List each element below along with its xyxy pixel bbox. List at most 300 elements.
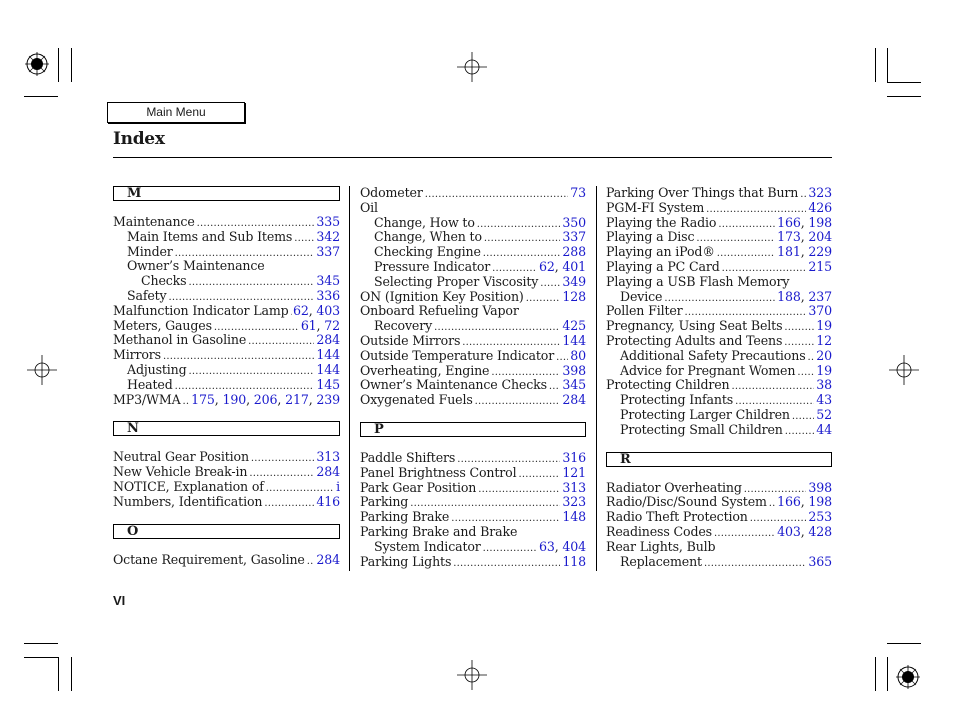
index-entry[interactable] (360, 510, 586, 525)
index-entry[interactable] (113, 348, 340, 363)
entry-label: Neutral Gear Position (113, 449, 249, 465)
page-refs (808, 555, 832, 570)
page-refs (816, 349, 832, 364)
page-refs (816, 423, 832, 438)
page-refs (777, 290, 832, 305)
entry-label: Methanol in Gasoline (113, 332, 247, 348)
entry-label: Playing an iPod® (606, 244, 715, 260)
page-link[interactable]: 44 (816, 421, 832, 437)
entry-label: Heated (127, 376, 173, 392)
page-refs (562, 230, 586, 245)
dot-leader (785, 423, 815, 440)
page-refs (562, 378, 586, 393)
page-refs (562, 275, 586, 290)
page-link[interactable]: 62 (292, 302, 309, 318)
entry-label: System Indicator (374, 538, 481, 554)
page-refs (570, 186, 586, 201)
entry-label: Outside Mirrors (360, 332, 461, 348)
entry-label: Numbers, Identification (113, 493, 263, 509)
index-entry (360, 304, 586, 319)
entry-label: Radio/Disc/Sound System (606, 494, 767, 510)
entry-label: Radiator Overheating (606, 479, 742, 495)
entry-label: Adjusting (127, 361, 187, 377)
page-separator: , (800, 523, 809, 539)
page-title: Index (113, 129, 165, 149)
page-refs (316, 215, 340, 230)
page-refs (562, 290, 586, 305)
entry-label: Rear Lights, Bulb (606, 538, 716, 554)
index-entry[interactable] (606, 510, 832, 525)
page-separator: , (316, 317, 325, 333)
page-refs (562, 510, 586, 525)
index-entry[interactable] (113, 393, 340, 408)
index-entry[interactable] (360, 216, 586, 231)
title-rule (113, 157, 832, 158)
index-entry[interactable] (606, 481, 832, 496)
index-entry[interactable] (360, 186, 586, 201)
page-link[interactable]: 190 (222, 391, 247, 407)
page-link[interactable]: 145 (316, 376, 340, 392)
entry-label: Recovery (374, 318, 433, 334)
index-entry[interactable] (360, 290, 586, 305)
index-entry[interactable] (606, 304, 832, 319)
entry-label: Pressure Indicator (374, 258, 491, 274)
index-entry[interactable] (360, 260, 586, 275)
index-entry[interactable] (606, 334, 832, 349)
page-refs (816, 334, 832, 349)
index-entry[interactable] (606, 408, 832, 423)
dot-leader (264, 495, 314, 512)
index-entry[interactable] (606, 525, 832, 540)
index-entry[interactable] (606, 290, 832, 305)
index-entry[interactable] (360, 481, 586, 496)
entry-label: Minder (127, 243, 173, 259)
page-refs (816, 319, 832, 334)
page-refs (777, 495, 832, 510)
page-link[interactable]: 403 (777, 523, 801, 539)
entry-label: Maintenance (113, 214, 195, 229)
entry-label: Odometer (360, 185, 423, 200)
index-entry[interactable] (606, 319, 832, 334)
entry-label: Change, How to (374, 214, 475, 230)
entry-label: Playing a Disc (606, 229, 695, 245)
page-separator: , (554, 258, 563, 274)
entry-label: Oil (360, 199, 378, 215)
entry-label: Pregnancy, Using Seat Belts (606, 318, 783, 334)
entry-label: Parking Brake (360, 509, 450, 525)
page-refs (539, 540, 586, 555)
index-entry[interactable] (113, 245, 340, 260)
index-entry[interactable] (113, 230, 340, 245)
page-link[interactable]: 288 (562, 244, 586, 260)
page-link[interactable]: i (336, 478, 340, 494)
index-entry[interactable] (606, 495, 832, 510)
spacer (113, 510, 340, 524)
dot-leader (425, 186, 569, 203)
dot-leader (307, 553, 315, 570)
page-link[interactable]: 349 (562, 273, 586, 289)
page-link[interactable]: 166 (777, 494, 801, 510)
page-link[interactable]: 80 (570, 347, 586, 363)
page-refs (316, 274, 340, 289)
page-refs (816, 408, 832, 423)
index-entry (606, 540, 832, 555)
entry-label: MP3/WMA (113, 391, 181, 407)
section-header: O (113, 524, 340, 539)
page-refs (316, 450, 340, 465)
section-header: P (360, 422, 586, 437)
page-link[interactable]: 350 (562, 214, 586, 230)
index-entry[interactable] (606, 186, 832, 201)
page-refs (570, 349, 586, 364)
entry-label: Playing a USB Flash Memory (606, 273, 790, 289)
entry-label: NOTICE, Explanation of (113, 478, 264, 494)
page-separator: , (800, 494, 809, 510)
page-link[interactable]: 313 (562, 479, 586, 495)
entry-label: PGM-FI System (606, 199, 705, 215)
index-entry[interactable] (606, 201, 832, 216)
page-link[interactable]: 72 (324, 317, 340, 333)
entry-label: Overheating, Engine (360, 362, 490, 378)
page-separator: , (554, 538, 563, 554)
index-entry[interactable] (360, 319, 586, 334)
entry-label: Mirrors (113, 347, 161, 363)
page-link[interactable]: 323 (808, 185, 832, 200)
entry-label: Advice for Pregnant Women (620, 362, 796, 378)
page-link[interactable]: 62 (538, 258, 555, 274)
page-refs (316, 495, 340, 510)
page-link[interactable]: 401 (562, 258, 586, 274)
page-refs (316, 333, 340, 348)
page-refs (562, 334, 586, 349)
index-entry[interactable] (113, 215, 340, 230)
entry-label: Checks (141, 273, 187, 289)
index-entry[interactable] (360, 555, 586, 570)
page-refs (316, 348, 340, 363)
page-link[interactable]: 144 (316, 347, 340, 363)
index-entry[interactable] (113, 465, 340, 480)
section-header: N (113, 421, 340, 436)
page-link[interactable]: 416 (316, 493, 340, 509)
page-link[interactable]: 217 (285, 391, 309, 407)
page-separator: , (308, 391, 317, 407)
index-entry[interactable] (606, 230, 832, 245)
entry-label: Protecting Larger Children (620, 406, 790, 422)
index-entry[interactable] (606, 378, 832, 393)
page-refs (316, 553, 340, 568)
page-link[interactable]: 198 (808, 214, 832, 230)
page-link[interactable]: 61 (300, 317, 317, 333)
page-separator: , (800, 229, 809, 245)
index-entry[interactable] (606, 260, 832, 275)
page-link[interactable]: 52 (816, 406, 832, 422)
index-entry[interactable] (360, 451, 586, 466)
page-refs (316, 465, 340, 480)
page-refs (562, 495, 586, 510)
page-refs (816, 393, 832, 408)
page-link[interactable]: 284 (562, 392, 586, 408)
index-entry[interactable] (360, 349, 586, 364)
entry-label: Parking Brake and Brake (360, 523, 518, 539)
index-entry[interactable] (360, 540, 586, 555)
index-entry[interactable] (113, 319, 340, 334)
index-entry[interactable] (113, 363, 340, 378)
page-refs (316, 363, 340, 378)
entry-label: Protecting Small Children (620, 421, 783, 437)
registration-mark-icon (22, 49, 52, 79)
page-refs (316, 378, 340, 393)
main-menu-button[interactable]: Main Menu (107, 102, 245, 123)
page-refs (191, 393, 340, 408)
entry-label: Parking Over Things that Burn (606, 185, 799, 200)
entry-label: Parking Lights (360, 553, 452, 569)
page-refs (808, 304, 832, 319)
page-link[interactable]: 19 (816, 362, 832, 378)
index-entry[interactable] (113, 378, 340, 393)
page-link[interactable]: 63 (538, 538, 555, 554)
page-separator: , (308, 302, 317, 318)
page-link[interactable]: 426 (808, 199, 832, 215)
dot-leader (704, 555, 806, 572)
page-refs (562, 481, 586, 496)
column-divider (349, 186, 350, 571)
entry-label: Safety (127, 287, 167, 303)
entry-label: Device (620, 288, 663, 304)
index-entry[interactable] (113, 495, 340, 510)
page-link[interactable]: 128 (562, 288, 586, 304)
index-entry[interactable] (606, 393, 832, 408)
index-entry[interactable] (606, 245, 832, 260)
page-refs (316, 245, 340, 260)
page-refs (808, 481, 832, 496)
page-separator: , (800, 214, 809, 230)
page-separator: , (214, 391, 223, 407)
index-entry[interactable] (360, 230, 586, 245)
page-link[interactable]: 404 (562, 538, 586, 554)
entry-label: Selecting Proper Viscosity (374, 273, 539, 289)
page-refs (777, 230, 832, 245)
index-entry[interactable] (360, 393, 586, 408)
spacer (360, 437, 586, 451)
page-link[interactable]: 239 (316, 391, 340, 407)
index-entry (360, 525, 586, 540)
page-refs (562, 364, 586, 379)
index-entry[interactable] (113, 450, 340, 465)
index-entry (113, 259, 340, 274)
spacer (113, 539, 340, 553)
page-number: VI (113, 593, 126, 608)
index-entry[interactable] (360, 275, 586, 290)
page-link[interactable]: 73 (570, 185, 586, 200)
page-link[interactable]: 19 (816, 318, 832, 334)
page-separator: , (277, 391, 286, 407)
spacer (606, 467, 832, 481)
page-link[interactable]: 398 (562, 362, 586, 378)
page-link[interactable]: 173 (777, 229, 801, 245)
dot-leader (453, 555, 560, 572)
page-link[interactable]: 284 (316, 551, 340, 567)
page-link[interactable]: 323 (562, 494, 586, 510)
entry-label: Replacement (620, 553, 702, 569)
page-separator: , (800, 244, 809, 260)
entry-label: Radio Theft Protection (606, 509, 748, 525)
entry-label: New Vehicle Break-in (113, 464, 248, 480)
page-refs (562, 466, 586, 481)
index-entry (606, 275, 832, 290)
entry-label: Onboard Refueling Vapor (360, 303, 519, 319)
page-link[interactable]: 316 (562, 449, 586, 465)
page-link[interactable]: 38 (816, 377, 832, 393)
index-column-1 (113, 186, 340, 567)
page-link[interactable]: 144 (316, 361, 340, 377)
page-link[interactable]: 425 (562, 318, 586, 334)
page-refs (562, 393, 586, 408)
page-link[interactable]: 337 (316, 243, 340, 259)
spacer (606, 438, 832, 452)
page-refs (316, 289, 340, 304)
page-link[interactable]: 342 (316, 228, 340, 244)
index-entry[interactable] (606, 423, 832, 438)
page-refs (808, 260, 832, 275)
page-link[interactable]: 198 (808, 494, 832, 510)
spacer (113, 407, 340, 421)
page-refs (562, 245, 586, 260)
section-header: R (606, 452, 832, 467)
entry-label: Protecting Children (606, 377, 730, 393)
page-link[interactable]: 403 (316, 302, 340, 318)
page-refs (316, 230, 340, 245)
page-link[interactable]: 313 (316, 449, 340, 465)
page-link[interactable]: 118 (562, 553, 586, 569)
crosshair-mark-icon (27, 355, 57, 385)
entry-label: Change, When to (374, 229, 482, 245)
page-refs (562, 555, 586, 570)
page-link[interactable]: 253 (808, 509, 832, 525)
entry-label: Octane Requirement, Gasoline (113, 551, 305, 567)
page-refs (808, 201, 832, 216)
page-link[interactable]: 428 (808, 523, 832, 539)
entry-label: ON (Ignition Key Position) (360, 288, 524, 304)
index-entry[interactable] (113, 553, 340, 568)
index-entry[interactable] (360, 245, 586, 260)
page-link[interactable]: 166 (777, 214, 801, 230)
dot-leader (526, 290, 561, 307)
page-link[interactable]: 12 (816, 332, 832, 348)
page-link[interactable]: 284 (316, 464, 340, 480)
spacer (113, 436, 340, 450)
page-refs (336, 480, 340, 495)
index-entry[interactable] (113, 289, 340, 304)
entry-label: Park Gear Position (360, 479, 477, 495)
page-link[interactable]: 20 (816, 347, 832, 363)
page-link[interactable]: 121 (562, 464, 586, 480)
index-entry[interactable] (360, 378, 586, 393)
page-link[interactable]: 175 (191, 391, 215, 407)
page-refs (562, 451, 586, 466)
page-link[interactable]: 206 (253, 391, 278, 407)
entry-label: Malfunction Indicator Lamp (113, 302, 289, 318)
entry-label: Pollen Filter (606, 303, 683, 319)
page-link[interactable]: 181 (777, 244, 801, 260)
index-column-3 (606, 186, 832, 569)
page-link[interactable]: 336 (316, 287, 340, 303)
entry-label: Outside Temperature Indicator (360, 347, 555, 363)
dot-leader (183, 393, 190, 410)
page-link[interactable]: 188 (777, 288, 801, 304)
index-entry[interactable] (113, 304, 340, 319)
page-refs (777, 525, 832, 540)
index-entry[interactable] (113, 274, 340, 289)
entry-label: Protecting Infants (620, 392, 734, 408)
index-entry[interactable] (113, 333, 340, 348)
index-entry[interactable] (360, 364, 586, 379)
crosshair-mark-icon (889, 355, 919, 385)
page-link[interactable]: 337 (562, 229, 586, 245)
entry-label: Meters, Gauges (113, 317, 212, 333)
entry-label: Playing the Radio (606, 214, 717, 230)
entry-label: Protecting Adults and Teens (606, 332, 783, 348)
dot-leader (475, 393, 561, 410)
index-entry[interactable] (606, 216, 832, 231)
index-entry[interactable] (113, 480, 340, 495)
page-refs (293, 304, 340, 319)
page-link[interactable]: 204 (808, 229, 832, 245)
page-link[interactable]: 365 (808, 553, 832, 569)
page-link[interactable]: 215 (808, 258, 832, 274)
page-link[interactable]: 370 (808, 303, 832, 319)
registration-mark-icon (893, 662, 923, 692)
index-entry[interactable] (606, 555, 832, 570)
page-refs (777, 216, 832, 231)
page-link[interactable]: 148 (562, 509, 586, 525)
page-link[interactable]: 335 (316, 214, 340, 229)
entry-label: Paddle Shifters (360, 449, 456, 465)
index-entry[interactable] (360, 495, 586, 510)
entry-label: Main Items and Sub Items (127, 228, 293, 244)
page-link[interactable]: 144 (562, 332, 586, 348)
page-link[interactable]: 43 (816, 392, 832, 408)
page-link[interactable]: 345 (562, 377, 586, 393)
index-entry (360, 201, 586, 216)
index-entry[interactable] (360, 334, 586, 349)
page-link[interactable]: 229 (808, 244, 832, 260)
index-entry[interactable] (606, 364, 832, 379)
page-refs (816, 378, 832, 393)
index-entry[interactable] (360, 466, 586, 481)
section-header: M (113, 186, 340, 201)
column-divider (596, 186, 597, 571)
page-refs (777, 245, 832, 260)
page-refs (816, 364, 832, 379)
page-refs (808, 186, 832, 201)
index-column-2 (360, 186, 586, 569)
entry-label: Playing a PC Card (606, 258, 720, 274)
page-refs (301, 319, 340, 334)
page-refs (539, 260, 586, 275)
crosshair-mark-icon (457, 660, 487, 690)
page-separator: , (246, 391, 254, 407)
entry-label: Parking (360, 494, 409, 510)
page-refs (808, 510, 832, 525)
page-link[interactable]: 284 (316, 332, 340, 348)
page-link[interactable]: 345 (316, 273, 340, 289)
page-refs (562, 319, 586, 334)
entry-label: Oxygenated Fuels (360, 392, 473, 408)
index-entry[interactable] (606, 349, 832, 364)
page-link[interactable]: 398 (808, 479, 832, 495)
dot-leader (714, 525, 775, 542)
page-link[interactable]: 237 (808, 288, 832, 304)
